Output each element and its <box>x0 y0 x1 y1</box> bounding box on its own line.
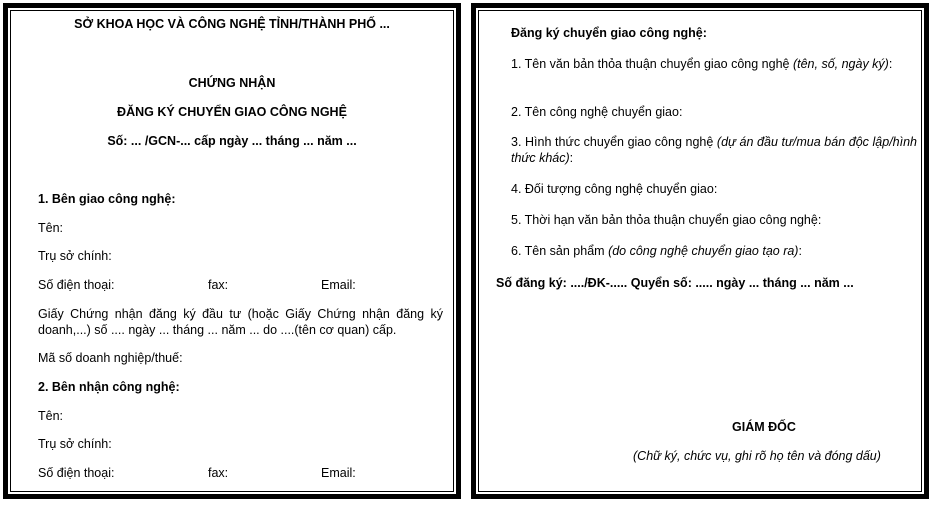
transferor-tax-label: Mã số doanh nghiệp/thuế: <box>38 351 183 365</box>
issuer-header: SỞ KHOA HỌC VÀ CÔNG NGHỆ TỈNH/THÀNH PHỐ ... <box>74 17 390 31</box>
certificate-page-left <box>3 3 461 499</box>
item-6-text: 6. Tên sản phẩm <box>511 244 609 258</box>
signer-note: (Chữ ký, chức vụ, ghi rõ họ tên và đóng dấu) <box>633 449 881 463</box>
certificate-number-line: Số: ... /GCN-... cấp ngày ... tháng ... năm ... <box>107 134 357 148</box>
certificate-title: CHỨNG NHẬN <box>188 76 276 90</box>
item-1-note: (tên, số, ngày ký) <box>792 57 889 71</box>
registration-item-3 <box>511 134 917 166</box>
transferee-phone-label: Số điện thoại: <box>38 466 115 480</box>
transferee-fax-label: fax: <box>208 466 229 480</box>
registration-item-2: 2. Tên công nghệ chuyển giao: <box>511 105 683 119</box>
item-3-note: (dự án đầu tư/mua bán độc lập/hình thức khác) <box>511 135 917 165</box>
item-1-text: 1. Tên văn bản thỏa thuận chuyển giao công nghệ <box>511 57 793 71</box>
transferor-email-label: Email: <box>321 278 356 292</box>
transferor-phone-label: Số điện thoại: <box>38 278 115 292</box>
certificate-subtitle: ĐĂNG KÝ CHUYỂN GIAO CÔNG NGHỆ <box>117 105 347 119</box>
registration-item-4: 4. Đối tượng công nghệ chuyển giao: <box>511 182 718 196</box>
registration-heading: Đăng ký chuyển giao công nghệ: <box>511 26 707 40</box>
transferor-hq-label: Trụ sở chính: <box>38 249 112 263</box>
item-1-suffix: : <box>888 57 893 71</box>
section-2-heading: 2. Bên nhận công nghệ: <box>38 380 180 394</box>
transferor-name-label: Tên: <box>38 221 64 235</box>
section-1-heading: 1. Bên giao công nghệ: <box>38 192 176 206</box>
registration-item-6 <box>511 244 802 258</box>
registration-item-1 <box>511 56 917 72</box>
certificate-page-right <box>471 3 929 499</box>
transferee-name-label: Tên: <box>38 409 64 423</box>
registration-item-5: 5. Thời hạn văn bản thỏa thuận chuyển giao công nghệ: <box>511 213 822 227</box>
item-6-note: (do công nghệ chuyển giao tạo ra) <box>608 244 799 258</box>
item-3-suffix: : <box>569 151 574 165</box>
transferee-hq-label: Trụ sở chính: <box>38 437 112 451</box>
transferor-fax-label: fax: <box>208 278 229 292</box>
item-6-suffix: : <box>798 244 802 258</box>
transferor-certificate-text: Giấy Chứng nhận đăng ký đầu tư (hoặc Giấy Chứng nhận đăng ký doanh,...) số .... ngày ... tháng ... năm ... do ....(tên cơ quan) cấp. <box>38 307 443 337</box>
transferee-email-label: Email: <box>321 466 356 480</box>
registration-number-line: Số đăng ký: ..../ĐK-..... Quyển số: ..... ngày ... tháng ... năm ... <box>496 276 854 290</box>
item-3-text: 3. Hình thức chuyển giao công nghệ <box>511 135 717 149</box>
signer-title: GIÁM ĐỐC <box>732 420 796 434</box>
